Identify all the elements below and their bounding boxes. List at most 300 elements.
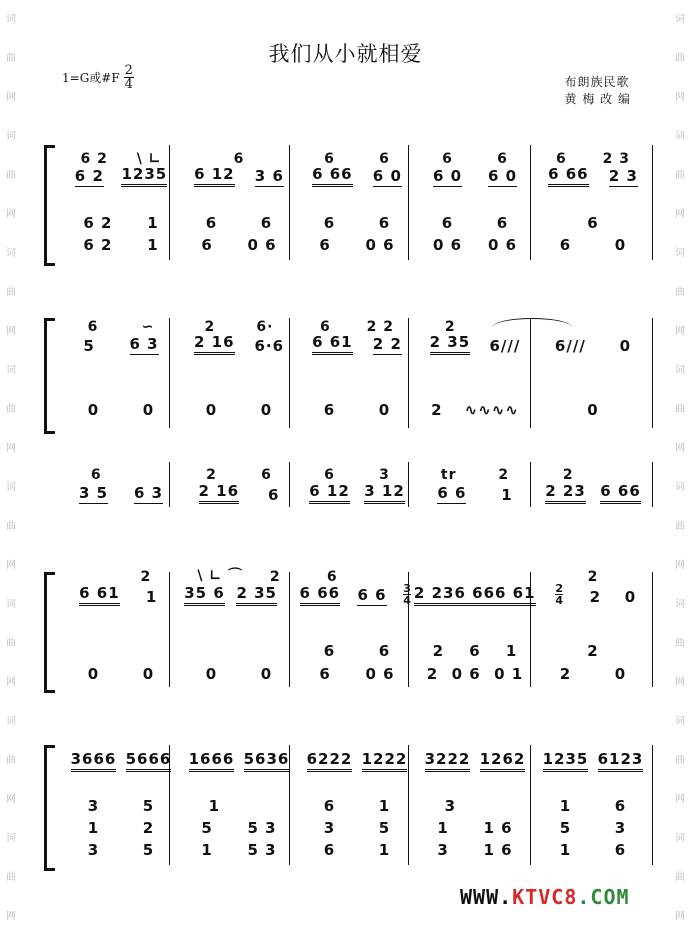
melody-note: 6 66 bbox=[454, 584, 495, 606]
chord_row1-note: 6 bbox=[614, 797, 627, 815]
measure bbox=[298, 333, 416, 355]
side-watermark-left bbox=[0, 0, 22, 937]
measure bbox=[62, 569, 180, 585]
measure bbox=[534, 467, 652, 483]
melody-note: 3666 bbox=[71, 750, 117, 772]
chords-note: 0 bbox=[260, 665, 273, 683]
bar-line bbox=[652, 572, 653, 687]
measure bbox=[416, 214, 534, 232]
melody-note: 6 66 bbox=[548, 165, 589, 187]
chord_row3-note: 3 bbox=[87, 841, 100, 859]
chords_top-note: 1 bbox=[505, 642, 518, 660]
side-watermark-char: 网 bbox=[6, 325, 16, 337]
chords_top-note: 1 bbox=[147, 214, 159, 232]
upper-note: 6· bbox=[256, 319, 274, 335]
melody-note: 2 2 bbox=[372, 335, 402, 353]
side-watermark-char: 网 bbox=[675, 442, 685, 454]
chords-note: 0 bbox=[614, 236, 627, 254]
measure bbox=[180, 401, 298, 419]
melody-note: 5636 bbox=[244, 750, 290, 772]
upper-note: 2 bbox=[140, 569, 152, 585]
measure bbox=[416, 819, 534, 837]
melody-note: 3 6 bbox=[254, 167, 284, 185]
melody-note: 2 3 bbox=[608, 167, 638, 185]
melody-note: 6/// bbox=[554, 337, 586, 355]
melody-note: 1 bbox=[501, 486, 513, 504]
notation-line-chords-top bbox=[62, 210, 652, 232]
side-watermark-char: 网 bbox=[675, 91, 685, 103]
measure bbox=[298, 841, 416, 859]
measure bbox=[180, 214, 298, 232]
chord_row2-note: 1 6 bbox=[483, 819, 513, 837]
notation-line-chord-row2 bbox=[62, 815, 652, 837]
side-watermark-char: 词 bbox=[6, 833, 16, 845]
time-top: 2 bbox=[124, 63, 133, 78]
measure bbox=[180, 750, 298, 772]
chords_top-note: 6 bbox=[205, 214, 218, 232]
chords-note: 0 bbox=[260, 401, 273, 419]
side-watermark-char: 词 bbox=[6, 364, 16, 376]
side-watermark-char: 词 bbox=[675, 833, 685, 845]
measure bbox=[534, 642, 652, 660]
chord_row2-note: 3 bbox=[323, 819, 336, 837]
melody-note: 6 66 bbox=[300, 584, 341, 606]
melody-note: 1666 bbox=[189, 750, 235, 772]
chords-note: 6 bbox=[319, 236, 331, 254]
melody-note: 0 bbox=[619, 337, 632, 355]
chords-note: 6 bbox=[319, 665, 331, 683]
upper-note: 6 2 bbox=[80, 151, 108, 167]
melody-note: 6 61 bbox=[79, 584, 120, 606]
credit-genre: 布朗族民歌 bbox=[564, 75, 630, 89]
chord_row2-note: 2 bbox=[142, 819, 155, 837]
upper-note: 6 bbox=[233, 151, 245, 167]
upper-note: 6 bbox=[497, 151, 508, 167]
melody-note: 6 61 bbox=[495, 584, 536, 606]
melody-note: 6 12 bbox=[194, 165, 235, 187]
chord_row1-note: 1 bbox=[559, 797, 572, 815]
system-bracket bbox=[44, 145, 55, 266]
notation-line-chord-row3 bbox=[62, 837, 652, 859]
measure bbox=[534, 214, 652, 232]
measure bbox=[298, 819, 416, 837]
side-watermark-char: 曲 bbox=[675, 872, 685, 884]
side-watermark-char: 曲 bbox=[675, 169, 685, 181]
notation-line-chords bbox=[62, 661, 652, 683]
chords-note: 0 bbox=[205, 401, 218, 419]
chords_top-note: 6 bbox=[496, 214, 509, 232]
chords_top-note: 6 bbox=[378, 214, 391, 232]
side-watermark-char: 网 bbox=[675, 559, 685, 571]
notation-line-melody bbox=[62, 584, 652, 606]
upper-note: 6 bbox=[90, 467, 102, 483]
side-watermark-char: 词 bbox=[675, 716, 685, 728]
side-watermark-char: 曲 bbox=[6, 638, 16, 650]
notation-line-melody bbox=[62, 482, 652, 504]
chords_top-note: 6 2 bbox=[83, 214, 113, 232]
side-watermark-char: 词 bbox=[675, 130, 685, 142]
melody-note: 6 bbox=[268, 486, 280, 504]
measure bbox=[287, 584, 399, 606]
side-watermark-char: 词 bbox=[675, 481, 685, 493]
melody-note: 2 23 bbox=[545, 482, 586, 504]
melody-note: 3 5 bbox=[78, 484, 109, 502]
measure bbox=[298, 236, 416, 254]
notation-line-chords-top bbox=[62, 638, 652, 660]
watermark-part2: KTVC8 bbox=[512, 885, 578, 909]
side-watermark-char: 词 bbox=[675, 598, 685, 610]
measure bbox=[416, 236, 534, 254]
chords-note: 2 bbox=[431, 401, 443, 419]
melody-note: 6 61 bbox=[312, 333, 353, 355]
notation-line-melody bbox=[62, 165, 652, 187]
melody-note: 6 0 bbox=[432, 167, 463, 185]
melody-note: 5666 bbox=[126, 750, 172, 772]
measure bbox=[62, 750, 180, 772]
melody-note: 2 16 bbox=[199, 482, 240, 504]
measure bbox=[180, 565, 298, 585]
side-watermark-char: 曲 bbox=[6, 520, 16, 532]
measure bbox=[180, 819, 298, 837]
melody-note: 35 6 bbox=[184, 584, 225, 606]
side-watermark-char: 曲 bbox=[6, 286, 16, 298]
measure bbox=[534, 165, 652, 187]
upper-note: 2 3 bbox=[602, 151, 631, 167]
chords-note: 0 bbox=[87, 665, 100, 683]
measure bbox=[62, 165, 180, 187]
chords-note: ∿∿∿∿ bbox=[464, 401, 519, 419]
chords-note: 0 6 bbox=[451, 665, 481, 683]
chord_row1-note: 6 bbox=[323, 797, 336, 815]
side-watermark-char: 词 bbox=[6, 13, 16, 25]
notation-line-melody bbox=[62, 750, 652, 772]
side-watermark-char: 网 bbox=[6, 911, 16, 923]
chords-note: 2 bbox=[559, 665, 572, 683]
time-change: 3 4 bbox=[403, 582, 411, 607]
measure bbox=[534, 665, 652, 683]
chords-note: 0 bbox=[87, 401, 100, 419]
upper-note: ∽ bbox=[141, 319, 155, 335]
side-watermark-char: 曲 bbox=[6, 872, 16, 884]
measure bbox=[298, 165, 416, 187]
upper-note: 2 2 bbox=[366, 319, 395, 335]
melody-note: 2 35 bbox=[430, 333, 471, 355]
chord_row2-note: 5 bbox=[559, 819, 572, 837]
system-bracket bbox=[44, 572, 55, 693]
side-watermark-char: 曲 bbox=[675, 755, 685, 767]
measure bbox=[298, 467, 416, 483]
upper-note: 6 bbox=[555, 151, 567, 167]
melody-note: 6 12 bbox=[309, 482, 350, 504]
chord_row3-note: 3 bbox=[437, 841, 449, 859]
upper-note: 2 bbox=[204, 319, 216, 335]
side-watermark-char: 网 bbox=[675, 911, 685, 923]
time-bottom: 4 bbox=[124, 77, 133, 92]
melody-note: 1 bbox=[145, 588, 158, 606]
measure bbox=[62, 797, 180, 815]
chord_row1-note: 1 bbox=[378, 797, 391, 815]
side-watermark-right bbox=[669, 0, 691, 937]
upper-note: 6 bbox=[261, 467, 272, 483]
chords-note: 6 bbox=[559, 236, 572, 254]
chord_row3-note: 1 6 bbox=[483, 841, 513, 859]
upper-note: tr bbox=[440, 467, 457, 483]
side-watermark-char: 曲 bbox=[675, 52, 685, 64]
credits bbox=[565, 74, 631, 108]
melody-note: 6 6 bbox=[357, 586, 387, 604]
upper-note: 6 bbox=[324, 467, 335, 483]
measure bbox=[298, 401, 416, 419]
side-watermark-char: 曲 bbox=[675, 638, 685, 650]
melody-note: 1262 bbox=[480, 750, 526, 772]
chords_top-note: 6 bbox=[587, 214, 599, 232]
side-watermark-char: 曲 bbox=[6, 52, 16, 64]
side-watermark-char: 网 bbox=[6, 794, 16, 806]
side-watermark-char: 网 bbox=[6, 442, 16, 454]
measure bbox=[534, 750, 652, 772]
song-title: 我们从小就相爱 bbox=[268, 42, 423, 66]
chord_row1-note: 3 bbox=[444, 797, 457, 815]
melody-note: 3 12 bbox=[364, 482, 405, 504]
upper-note: 2 bbox=[444, 319, 456, 335]
chord_row1-note: 5 bbox=[142, 797, 155, 815]
melody-note: 1235 bbox=[121, 165, 167, 187]
measure bbox=[62, 819, 180, 837]
chords-note: 0 6 bbox=[487, 236, 518, 254]
side-watermark-char: 词 bbox=[675, 247, 685, 259]
measure bbox=[62, 335, 180, 355]
bar-line bbox=[652, 462, 653, 507]
melody-note: 3222 bbox=[425, 750, 471, 772]
chord_row1-note: 3 bbox=[87, 797, 100, 815]
chords-note: 1 bbox=[147, 236, 159, 254]
watermark-part3: .COM bbox=[577, 885, 630, 909]
side-watermark-char: 网 bbox=[6, 559, 16, 571]
side-watermark-char: 词 bbox=[6, 716, 16, 728]
measure bbox=[180, 165, 298, 187]
chord_row2-note: 5 3 bbox=[247, 819, 277, 837]
side-watermark-char: 网 bbox=[6, 208, 16, 220]
chords-note: 6 2 bbox=[83, 236, 113, 254]
chord_row2-note: 3 bbox=[614, 819, 627, 837]
measure bbox=[180, 841, 298, 859]
notation-line-chords bbox=[62, 232, 652, 254]
melody-note: 6 66 bbox=[312, 165, 353, 187]
measure bbox=[534, 236, 652, 254]
chords-note: 0 bbox=[142, 665, 155, 683]
chord_row3-note: 1 bbox=[201, 841, 213, 859]
measure bbox=[180, 467, 298, 483]
melody-note: 2 23 bbox=[414, 584, 455, 606]
upper-note: 6 bbox=[379, 151, 390, 167]
chords-note: 6 bbox=[201, 236, 213, 254]
measure bbox=[416, 642, 534, 660]
melody-note: 6 3 bbox=[133, 484, 164, 502]
upper-note: 2 bbox=[269, 569, 281, 585]
key-text: 1=G或#F bbox=[62, 71, 120, 85]
measure bbox=[62, 841, 180, 859]
chords-note: 2 bbox=[426, 665, 439, 683]
side-watermark-char: 词 bbox=[6, 247, 16, 259]
bar-line bbox=[652, 745, 653, 865]
melody-note: 6 3 bbox=[129, 335, 159, 353]
key-signature bbox=[62, 64, 134, 91]
measure bbox=[416, 467, 534, 483]
melody-note: 0 bbox=[624, 588, 637, 606]
chord_row3-note: 6 bbox=[614, 841, 627, 859]
melody-note: 6·6 bbox=[254, 337, 285, 355]
measure bbox=[534, 482, 652, 504]
chords_top-note: 6 bbox=[378, 642, 391, 660]
measure bbox=[416, 797, 534, 815]
measure bbox=[416, 167, 534, 187]
measure bbox=[534, 401, 652, 419]
notation-line-chord-row1 bbox=[62, 793, 652, 815]
melody-note: 6 66 bbox=[600, 482, 641, 504]
measure bbox=[534, 797, 652, 815]
credit-arranger: 黄 梅 改 编 bbox=[564, 92, 631, 106]
notation-line-upper bbox=[62, 461, 652, 483]
chords-note: 0 bbox=[378, 401, 391, 419]
melody-note: 6 2 bbox=[74, 167, 104, 185]
measure bbox=[180, 797, 298, 815]
side-watermark-char: 曲 bbox=[6, 755, 16, 767]
chords_top-note: 6 bbox=[323, 642, 336, 660]
measure bbox=[399, 583, 539, 606]
chord_row1-note: 1 bbox=[208, 797, 221, 815]
side-watermark-char: 网 bbox=[675, 794, 685, 806]
side-watermark-char: 词 bbox=[6, 130, 16, 142]
melody-note: 1222 bbox=[362, 750, 408, 772]
melody-note: 2 35 bbox=[236, 584, 277, 606]
watermark-part1: WWW. bbox=[460, 885, 513, 909]
chords-note: 0 1 bbox=[494, 665, 524, 683]
upper-note: 6 bbox=[442, 151, 453, 167]
measure bbox=[298, 665, 416, 683]
measure bbox=[534, 819, 652, 837]
chords-note: 0 6 bbox=[247, 236, 277, 254]
side-watermark-char: 词 bbox=[675, 13, 685, 25]
upper-note: 3 bbox=[379, 467, 390, 483]
bar-line bbox=[652, 318, 653, 428]
measure bbox=[62, 214, 180, 232]
chords_top-note: 6 bbox=[260, 214, 273, 232]
chord_row2-note: 1 bbox=[87, 819, 100, 837]
side-watermark-char: 网 bbox=[675, 677, 685, 689]
side-watermark-char: 网 bbox=[675, 208, 685, 220]
notation-line-upper bbox=[62, 145, 652, 167]
bar-line bbox=[652, 145, 653, 260]
system-bracket bbox=[44, 318, 55, 434]
side-watermark-char: 网 bbox=[6, 91, 16, 103]
chord_row3-note: 1 bbox=[378, 841, 391, 859]
side-watermark-char: 曲 bbox=[675, 520, 685, 532]
measure bbox=[534, 337, 652, 355]
measure bbox=[298, 750, 416, 772]
measure bbox=[298, 797, 416, 815]
chords-note: 0 6 bbox=[365, 236, 395, 254]
time-change: 2 4 bbox=[555, 582, 564, 607]
chords-note: 0 6 bbox=[365, 665, 395, 683]
measure bbox=[180, 333, 298, 355]
chord_row3-note: 5 3 bbox=[247, 841, 277, 859]
upper-note: 6 bbox=[326, 569, 338, 585]
notation-line-upper bbox=[62, 563, 652, 585]
measure bbox=[298, 482, 416, 504]
side-watermark-char: 词 bbox=[675, 364, 685, 376]
measure bbox=[416, 401, 534, 419]
melody-note: 6123 bbox=[598, 750, 644, 772]
measure bbox=[416, 841, 534, 859]
system-bracket bbox=[44, 745, 55, 871]
chords_top-note: 6 bbox=[323, 214, 336, 232]
chords-note: 0 bbox=[205, 665, 218, 683]
site-watermark bbox=[460, 885, 630, 909]
melody-note: 6 0 bbox=[487, 167, 518, 185]
measure bbox=[416, 484, 534, 504]
measure bbox=[174, 584, 286, 606]
time-signature bbox=[124, 64, 134, 91]
chord_row3-note: 1 bbox=[559, 841, 572, 859]
side-watermark-char: 曲 bbox=[6, 403, 16, 415]
notation-line-chords bbox=[62, 397, 652, 419]
melody-note: 2 16 bbox=[194, 333, 235, 355]
melody-note: 5 bbox=[83, 337, 95, 355]
side-watermark-char: 曲 bbox=[6, 169, 16, 181]
side-watermark-char: 网 bbox=[675, 325, 685, 337]
melody-note: 1235 bbox=[543, 750, 589, 772]
measure bbox=[62, 467, 180, 483]
chords-note: 0 6 bbox=[432, 236, 463, 254]
measure bbox=[180, 665, 298, 683]
upper-note: 6 bbox=[87, 319, 99, 335]
measure bbox=[180, 236, 298, 254]
side-watermark-char: 曲 bbox=[675, 403, 685, 415]
upper-note: 6 bbox=[324, 151, 335, 167]
upper-note: \ ∟ bbox=[136, 151, 162, 167]
chord_row2-note: 1 bbox=[437, 819, 449, 837]
upper-note: 2 bbox=[587, 569, 599, 585]
measure bbox=[62, 236, 180, 254]
side-watermark-char: 网 bbox=[6, 677, 16, 689]
chord_row2-note: 5 bbox=[201, 819, 213, 837]
chord_row3-note: 6 bbox=[323, 841, 336, 859]
measure bbox=[62, 484, 180, 504]
chords_top-note: 6 bbox=[469, 642, 481, 660]
chord_row3-note: 5 bbox=[142, 841, 155, 859]
slur-mark bbox=[492, 318, 572, 337]
measure bbox=[62, 665, 180, 683]
side-watermark-char: 词 bbox=[6, 481, 16, 493]
measure bbox=[534, 841, 652, 859]
upper-note: \ ∟ ⌒ bbox=[197, 568, 243, 584]
side-watermark-char: 词 bbox=[6, 598, 16, 610]
chords_top-note: 6 bbox=[441, 214, 454, 232]
upper-note: 2 bbox=[498, 467, 510, 483]
upper-note: 2 bbox=[206, 467, 217, 483]
measure bbox=[62, 584, 174, 606]
chord_row2-note: 5 bbox=[378, 819, 391, 837]
measure bbox=[62, 401, 180, 419]
upper-note: 2 bbox=[562, 467, 574, 483]
chords-note: 0 bbox=[614, 665, 627, 683]
side-watermark-char: 曲 bbox=[675, 286, 685, 298]
melody-note: 6222 bbox=[307, 750, 353, 772]
chords_top-note: 2 bbox=[432, 642, 445, 660]
measure bbox=[180, 482, 298, 504]
chords-note: 0 bbox=[587, 401, 599, 419]
melody-note: 2 bbox=[589, 588, 602, 606]
